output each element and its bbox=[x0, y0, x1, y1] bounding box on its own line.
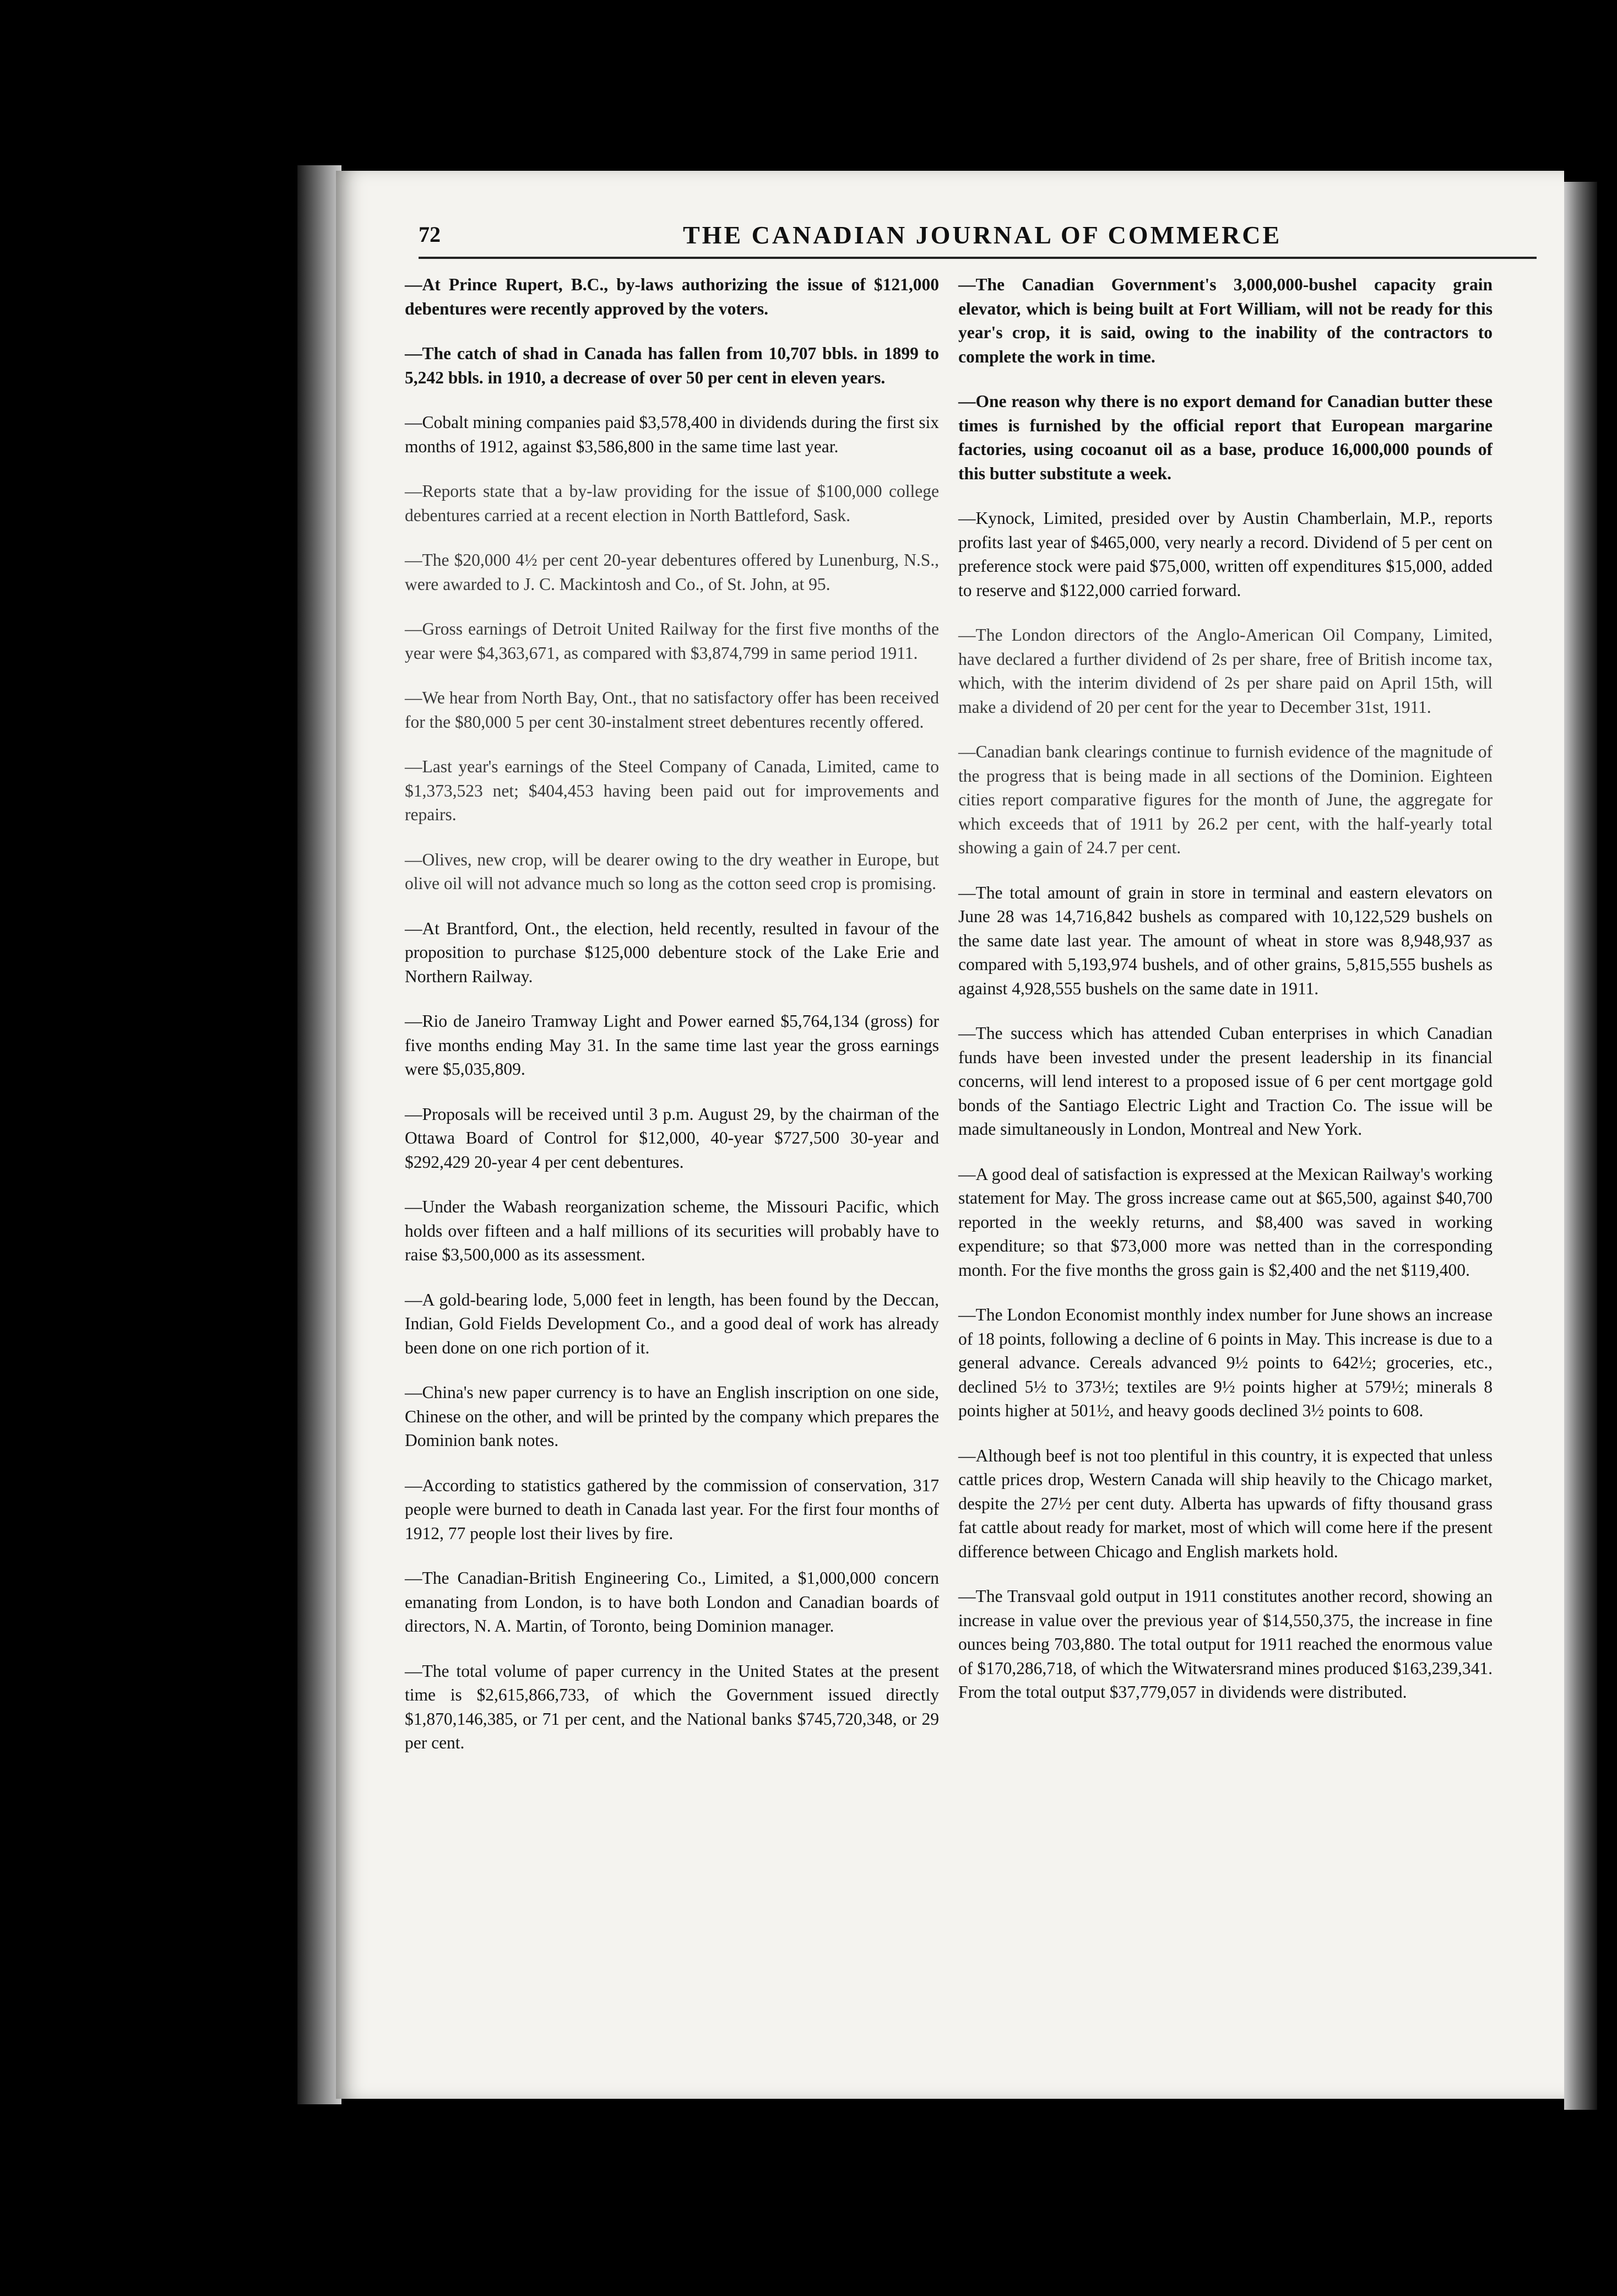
news-item: —The catch of shad in Canada has fallen from 10,707 bbls. in 1899 to 5,242 bbls. in 1910, a decrease of over 50 per cent in eleven years. bbox=[405, 344, 939, 387]
page-number: 72 bbox=[419, 222, 441, 247]
right-column bbox=[958, 273, 1493, 1725]
journal-title: THE CANADIAN JOURNAL OF COMMERCE bbox=[683, 221, 1282, 249]
book-binding bbox=[297, 165, 341, 2104]
news-item: —The $20,000 4½ per cent 20-year debentures offered by Lunenburg, N.S., were awarded to J. C. Mackintosh and Co., of St. John, at 95. bbox=[405, 550, 939, 594]
news-item: —A good deal of satisfaction is expressed at the Mexican Railway's working statement for May. The gross increase came out at $65,500, against $40,700 reported in the weekly returns, and $8,400 was saved in working expenditure; so that $73,000 more was netted than in the corresponding month. For the five months the gross gain is $2,400 and the net $119,400. bbox=[958, 1164, 1493, 1280]
news-item: —Proposals will be received until 3 p.m. August 29, by the chairman of the Ottawa Board of Control for $12,000, 40-year $727,500 30-year and $292,429 20-year 4 per cent debentures. bbox=[405, 1104, 939, 1172]
news-item: —At Brantford, Ont., the election, held recently, resulted in favour of the proposition to purchase $125,000 debenture stock of the Lake Erie and Northern Railway. bbox=[405, 918, 939, 986]
page-edge bbox=[1564, 182, 1597, 2110]
news-item: —Kynock, Limited, presided over by Austin Chamberlain, M.P., reports profits last year of $465,000, very nearly a record. Dividend of 5 per cent on preference stock were paid $75,000, written off expenditures $15,000, added to reserve and $122,000 carried forward. bbox=[958, 508, 1493, 600]
news-item: —Canadian bank clearings continue to furnish evidence of the magnitude of the progress that is being made in all sections of the Dominion. Eighteen cities report comparative figures for the month of June, the aggregate for which exceeds that of 1911 by 26.2 per cent, with the half-yearly total showing a gain of 24.7 per cent. bbox=[958, 742, 1493, 857]
news-item: —China's new paper currency is to have an English inscription on one side, Chinese on the other, and will be printed by the company which prepares the Dominion bank notes. bbox=[405, 1383, 939, 1450]
news-item: —The London directors of the Anglo-American Oil Company, Limited, have declared a further dividend of 2s per share, free of British income tax, which, with the interim dividend of 2s per share paid on April 15th, will make a dividend of 20 per cent for the year to December 31st, 1911. bbox=[958, 625, 1493, 717]
news-item: —Rio de Janeiro Tramway Light and Power earned $5,764,134 (gross) for five months ending May 31. In the same time last year the gross earnings were $5,035,809. bbox=[405, 1011, 939, 1079]
news-item: —A gold-bearing lode, 5,000 feet in length, has been found by the Deccan, Indian, Gold Fields Development Co., and a good deal of work has already been done on one rich portion of it. bbox=[405, 1290, 939, 1357]
news-item: —According to statistics gathered by the commission of conservation, 317 people were burned to death in Canada last year. For the first four months of 1912, 77 people lost their lives by fire. bbox=[405, 1475, 939, 1543]
news-item: —Gross earnings of Detroit United Railway for the first five months of the year were $4,363,671, as compared with $3,874,799 in same period 1911. bbox=[405, 619, 939, 663]
news-item: —The success which has attended Cuban enterprises in which Canadian funds have been invested under the present leadership in its financial concerns, will lend interest to a proposed issue of 6 per cent mortgage gold bonds of the Santiago Electric Light and Traction Co. The issue will be made simultaneously in London, Montreal and New York. bbox=[958, 1024, 1493, 1139]
news-item: —Olives, new crop, will be dearer owing to the dry weather in Europe, but olive oil will not advance much so long as the cotton seed crop is promising. bbox=[405, 849, 939, 893]
news-item: —The total amount of grain in store in terminal and eastern elevators on June 28 was 14,716,842 bushels as compared with 10,122,529 bushels on the same date last year. The amount of wheat in store was 8,948,937 as compared with 5,193,974 bushels, and of other grains, 5,815,555 bushels as against 4,928,555 bushels on the same date in 1911. bbox=[958, 882, 1493, 998]
news-item: —The Canadian Government's 3,000,000-bushel capacity grain elevator, which is being built at Fort William, will not be ready for this year's crop, it is said, owing to the inability of the contractors to complete the work in time. bbox=[958, 275, 1493, 366]
header-rule bbox=[419, 257, 1537, 259]
page-header bbox=[419, 221, 1548, 266]
news-item: —Cobalt mining companies paid $3,578,400 in dividends during the first six months of 1912, against $3,586,800 in the same time last year. bbox=[405, 413, 939, 456]
news-item: —The total volume of paper currency in the United States at the present time is $2,615,866,733, of which the Government issued directly $1,870,146,385, or 71 per cent, and the National banks $745,720,348, or 29 per cent. bbox=[405, 1661, 939, 1752]
news-item: —Although beef is not too plentiful in this country, it is expected that unless cattle prices drop, Western Canada will ship heavily to the Chicago market, despite the 27½ per cent duty. Alberta has upwards of fifty thousand grass fat cattle about ready for market, most of which will come here if the present difference between Chicago and English markets hold. bbox=[958, 1445, 1493, 1561]
news-item: —Reports state that a by-law providing for the issue of $100,000 college debentures carried at a recent election in North Battleford, Sask. bbox=[405, 481, 939, 525]
news-item: —One reason why there is no export demand for Canadian butter these times is furnished by the official report that European margarine factories, using cocoanut oil as a base, produce 16,000,000 pounds of this butter substitute a week. bbox=[958, 392, 1493, 483]
journal-page bbox=[336, 171, 1564, 2099]
news-item: —At Prince Rupert, B.C., by-laws authorizing the issue of $121,000 debentures were recently approved by the voters. bbox=[405, 275, 939, 318]
news-item: —The Transvaal gold output in 1911 constitutes another record, showing an increase in value over the previous year of $14,550,375, the increase in fine ounces being 703,880. The total output for 1911 reached the enormous value of $170,286,718, of which the Witwatersrand mines produced $163,239,341. From the total output $37,779,057 in dividends were distributed. bbox=[958, 1586, 1493, 1702]
news-item: —The Canadian-British Engineering Co., Limited, a $1,000,000 concern emanating from London, is to have both London and Canadian boards of directors, N. A. Martin, of Toronto, being Dominion manager. bbox=[405, 1568, 939, 1636]
news-item: —We hear from North Bay, Ont., that no satisfactory offer has been received for the $80,000 5 per cent 30-instalment street debentures recently offered. bbox=[405, 688, 939, 732]
left-column bbox=[405, 273, 939, 1776]
news-item: —Under the Wabash reorganization scheme, the Missouri Pacific, which holds over fifteen and a half millions of its securities will probably have to raise $3,500,000 as its assessment. bbox=[405, 1197, 939, 1264]
news-item: —The London Economist monthly index number for June shows an increase of 18 points, following a decline of 6 points in May. This increase is due to a general advance. Cereals advanced 9½ points to 642½; groceries, etc., declined 5½ to 373½; textiles are 9½ points higher at 579½; minerals 8 points higher at 501½, and heavy goods declined 3½ points to 608. bbox=[958, 1305, 1493, 1420]
news-item: —Last year's earnings of the Steel Company of Canada, Limited, came to $1,373,523 net; $404,453 having been paid out for improvements and repairs. bbox=[405, 757, 939, 824]
